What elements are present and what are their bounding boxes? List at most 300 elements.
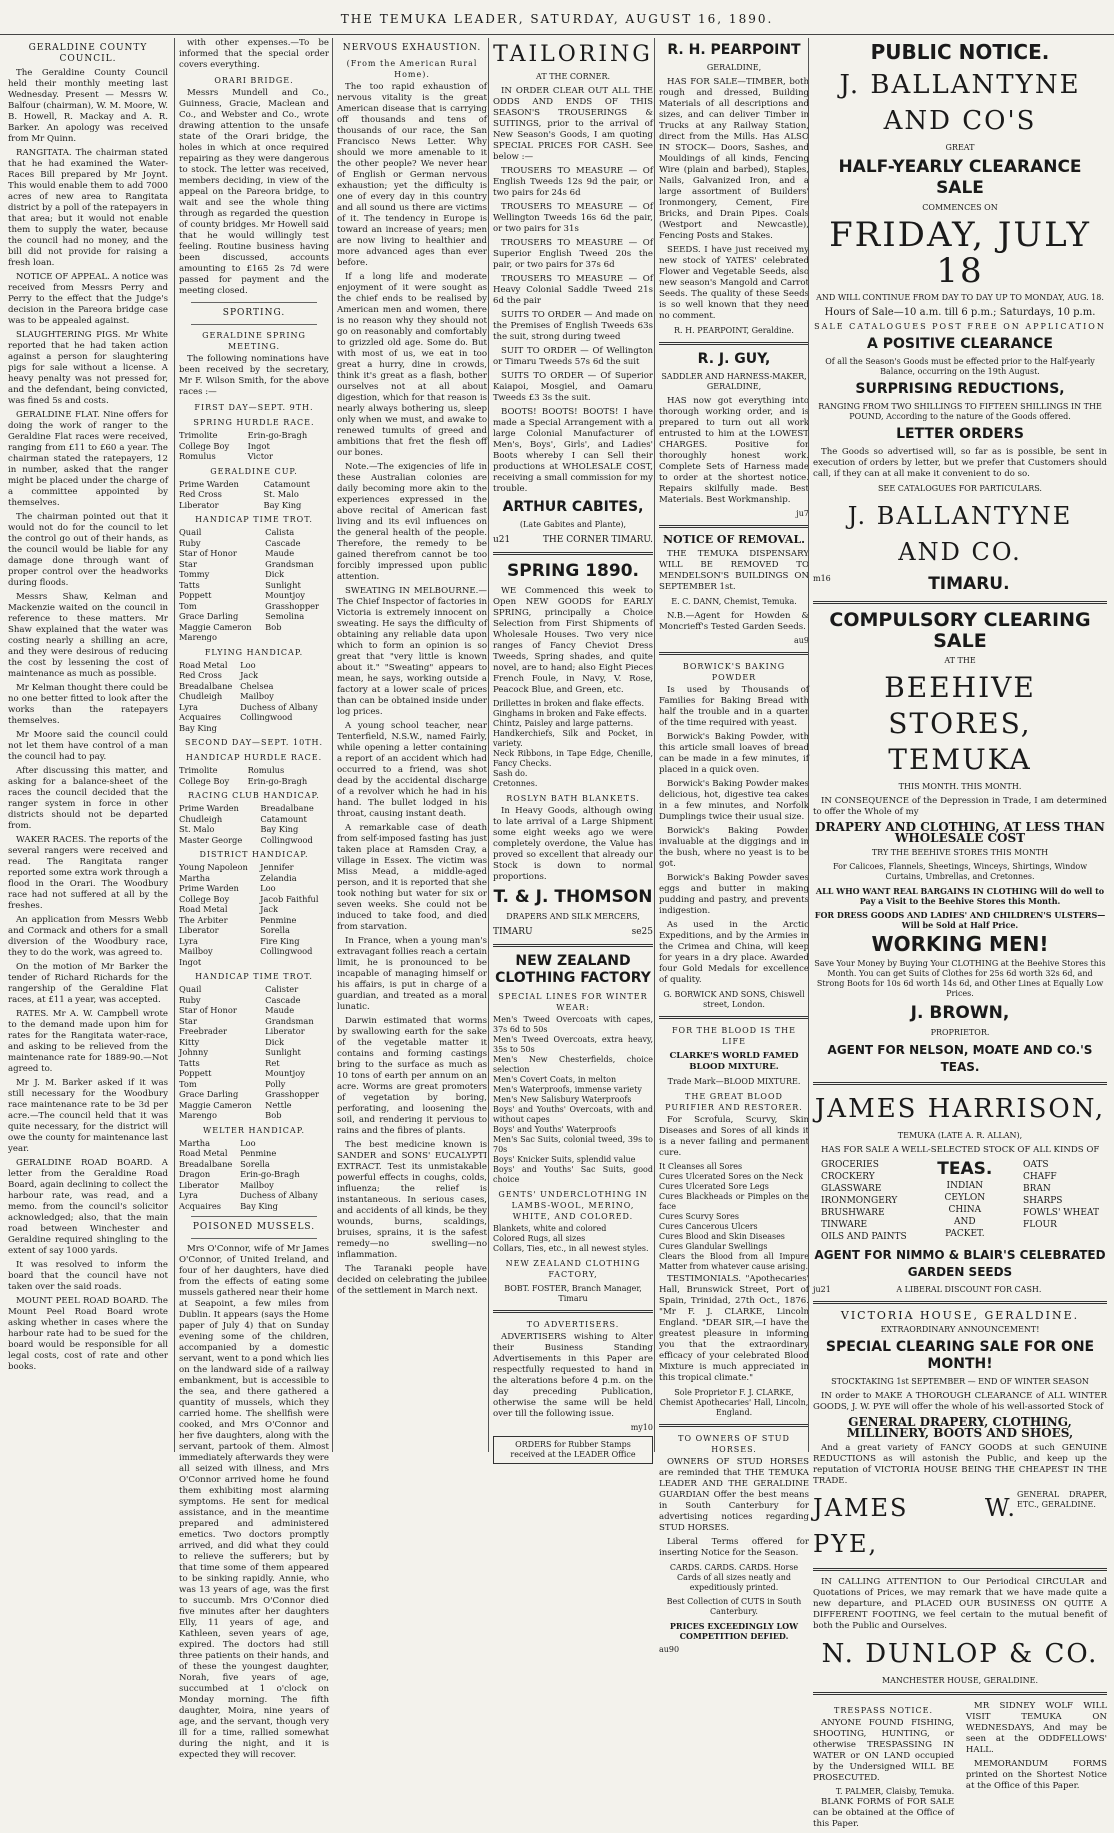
list-item: TROUSERS TO MEASURE — Of Heavy Colonial Saddle Tweed 21s 6d the pair [493, 274, 653, 306]
signature: T. PALMER, Claisby, Temuka. [835, 1787, 955, 1796]
entry-name: Red Cross [179, 489, 222, 499]
list-item: Ginghams in broken and Fake effects. [493, 709, 647, 718]
entry-name: Dick [265, 1036, 285, 1047]
entry-name: St. Malo [179, 824, 215, 834]
race-title: HANDICAP TIME TROT. [195, 515, 313, 524]
entry-row [179, 776, 329, 787]
entry-name: Kitty [179, 1036, 200, 1047]
list-item: OATS [1022, 1160, 1049, 1170]
paragraph: HAS FOR SALE—TIMBER, both rough and dressed, Building Materials of all descriptions and sizes, and can deliver Timber in Trucks at any Railway Station, direct from the Mills. Has ALSO IN STOCK— Doors, Sashes, and Mouldings of all kinds, Fencing Wire (plain and barbed), Staples, Nails, Galvanized Iron, and a large assortment of Builders' Ironmongery, Cement, Fire Bricks, and Drain Pipes. Coals (Westport and Newcastle), Fencing Posts and Stakes. [659, 77, 809, 241]
paragraph: OWNERS OF STUD HORSES are reminded that THE TEMUKA LEADER AND THE GERALDINE GUARDIAN Offer the best means in South Canterbury for advertising notices regarding STUD HORSES. [659, 1457, 809, 1533]
proprietor: PROPRIETOR. [930, 1028, 990, 1037]
list-item: Cures Scurvy Sores [659, 1212, 739, 1221]
list-item: Cures Ulcerated Sores on the Neck [659, 1172, 803, 1181]
general-headline: GENERAL DRAPERY, CLOTHING, MILLINERY, BOOTS AND SHOES, [846, 1415, 1074, 1440]
entry-name: Acquaires [179, 712, 222, 722]
paragraph: The too rapid exhaustion of nervous vitality is the great American disease that is carrying off thousands and tens of thousands of our race, the San Francisco News Letter. Why should we more amenable to it the other people? We never hear of English or German nervous exhaustion; yet the difficulty is one of every day in this country and all sound us there are victims of it. The tendency in Europe is toward an increase of years; men are now living to healthier and more advanced ages than ever before. [337, 82, 487, 268]
divider [659, 525, 809, 528]
entry-name: College Boy [179, 893, 230, 904]
entry-row [179, 904, 329, 915]
list-item: TINWARE [821, 1220, 868, 1230]
list-item: Blankets, white and colored [493, 1224, 607, 1233]
entry-name: College Boy [179, 440, 230, 451]
entry-row [179, 1159, 329, 1170]
entry-name: Chudleigh [179, 691, 223, 701]
list-item: FOWLS' WHEAT [1022, 1208, 1099, 1218]
list-item: Men's Tweed Overcoats with capes, 37s 6d to 50s [493, 1015, 653, 1034]
entry-name: Liberator [179, 499, 219, 510]
entry-row [179, 1058, 329, 1069]
race-list [179, 417, 329, 733]
entry-name: Red Cross [179, 670, 222, 680]
divider [191, 302, 317, 303]
paragraph: GERALDINE FLAT. Nine offers for doing the work of ranger to the Geraldine Flat races were received, ranging from £11 to £60 a year. The chairman stated the ratepayers, 12 in number, asked that the ranger might be placed under the charge of a committee appointed by themselves. [8, 410, 168, 508]
day-heading: FIRST DAY—SEPT. 9TH. [194, 403, 314, 412]
entry-name: Mailboy [179, 946, 213, 956]
tailoring-items [493, 166, 653, 404]
entry-row [179, 873, 329, 884]
entry-name: Ingot [247, 440, 270, 451]
entry-name: Mailboy [240, 1179, 274, 1190]
entry-row [179, 957, 329, 968]
list-item: Boys' and Youths' Waterproofs [493, 1125, 617, 1134]
spring-headline: SPRING 1890. [507, 561, 639, 581]
entry-name: Mountjoy [265, 590, 305, 600]
entry-name: Duchess of Albany [240, 1190, 318, 1200]
list-item: TROUSERS TO MEASURE — Of Superior English Tweed 20s the pair, or two pairs for 37s 6d [493, 238, 653, 270]
cabites-name: ARTHUR CABITES, [502, 499, 644, 515]
paragraph: IN CALLING ATTENTION to Our Periodical CIRCULAR and Quotations of Prices, we may remark that we have made quite a new departure, and PLACED OUR BUSINESS ON QUITE A DIFFERENT FOOTING, we feel certain to the mutual benefit of both the Public and Ourselves. [813, 1577, 1107, 1631]
entry-name: Grandsman [265, 558, 314, 569]
entry-row [179, 622, 329, 633]
entry-row [179, 712, 329, 723]
list-item: Cures Blackheads or Pimples on the face [659, 1192, 809, 1211]
entry-row [179, 1016, 329, 1027]
paragraph: Mr Kelman thought there could be no one better fitted to look after the works than the ratepayers themselves. [8, 683, 168, 726]
list-item: Boys' and Youths' Overcoats, with and without capes [493, 1105, 653, 1124]
race-title: WELTER HANDICAP. [203, 1125, 305, 1135]
paragraph: ANYONE FOUND FISHING, SHOOTING, HUNTING, or otherwise TRESPASSING IN WATER or ON LAND occupied by the Undersigned WILL BE PROSECUTED. [813, 1718, 955, 1783]
entry-name: Tatts [179, 1057, 200, 1068]
race-entries [179, 430, 329, 462]
list-item: OILS AND PAINTS [821, 1232, 907, 1242]
list-item: Borwick's Baking Powder, with this article small loaves of bread can be made in a few minutes, if placed in a quick oven. [659, 732, 809, 775]
entry-name: Road Metal [179, 659, 228, 670]
entry-name: Marengo [179, 632, 217, 642]
working-body: Save Your Money by Buying Your CLOTHING at the Beehive Stores this Month. You can get Suits of Clothes for 25s 6d worth 32s 6d, and Strong Boots for 10s 6d worth 14s 6d, and Other Lines at Equally Low Prices. [814, 959, 1106, 998]
entry-row [179, 1190, 329, 1201]
list-item: SUIT TO ORDER — Of Wellington or Timaru Tweeds 57s 6d the suit [493, 346, 653, 367]
entry-name: Breadalbane [260, 803, 314, 813]
code: my10 [630, 1423, 653, 1432]
race-title: RACING CLUB HANDICAP. [188, 791, 320, 800]
section-title: NEW ZEALAND CLOTHING FACTORY, [505, 1259, 641, 1279]
entry-name: Maggie Cameron [179, 1099, 252, 1110]
entry-name: Jack [240, 670, 259, 680]
paragraph: THE TEMUKA DISPENSARY WILL BE REMOVED TO MENDELSON'S BUILDINGS ON SEPTEMBER 1st. [659, 549, 809, 592]
section-title: SPECIAL LINES FOR WINTER WEAR: [498, 992, 648, 1012]
guy-name: R. J. GUY, [697, 351, 771, 367]
entry-row [179, 765, 329, 776]
paragraph: WAKER RACES. The reports of the several rangers were received and read. The Rangitata ranger reported some extra work through a flood in the Orari. The Woodbury race had not suffered at all by the freshes. [8, 835, 168, 911]
list-item: SUITS TO ORDER — And made on the Premises of English Tweeds 63s the suit, strong during tweed [493, 310, 653, 342]
paragraph: BLANK FORMS of FOR SALE can be obtained at the Office of this Paper. [813, 1797, 955, 1829]
paragraph: HAS now got everything into thorough working order, and is prepared to turn out all work entrusted to him at the LOWEST CHARGES. Positive for thoroughly honest work. Complete Sets of Harness made to order at the shortest notice. Repairs skilfully made. Best Materials. Best Workmanship. [659, 396, 809, 505]
newspaper-columns [8, 38, 1107, 1829]
ballantyne-headline: J. BALLANTYNE AND CO'S [839, 70, 1081, 136]
entry-row [179, 814, 329, 825]
list-item: Sash do. [493, 769, 528, 778]
paragraph: The Goods so advertised will, so far as is possible, be sent in execution of orders by letter, but we prefer that Customers should call, if they can at all make it convenient to do so. [813, 447, 1107, 479]
entry-row [179, 1148, 329, 1159]
entry-name: Grasshopper [265, 1089, 320, 1099]
divider [191, 324, 317, 325]
entry-row [179, 883, 329, 894]
article-title: GERALDINE COUNTY COUNCIL. [28, 43, 148, 64]
race-title: FLYING HANDICAP. [204, 647, 304, 657]
pye-sub: GENERAL DRAPER, ETC., GERALDINE. [1017, 1490, 1107, 1509]
entry-name: Star [179, 1015, 197, 1026]
code: u21 [493, 535, 511, 545]
list-item: IRONMONGERY [821, 1196, 898, 1206]
paragraph: A young school teacher, near Tenterfield, N.S.W., named Fairly, while opening a letter containing a report of an accident which had occurred to a friend, was shot dead by the accidental discharge of a revolver which he had in his hand. The bullet lodged in his throat, causing instant death. [337, 721, 487, 819]
entry-name: Calista [265, 527, 295, 537]
list-item: Men's New Salisbury Waterproofs [493, 1095, 632, 1104]
entry-row [179, 723, 329, 734]
entry-name: Erin-go-Bragh [240, 1169, 300, 1179]
removal-title: NOTICE OF REMOVAL. [662, 533, 806, 546]
entry-name: Grandsman [265, 1015, 314, 1026]
public-notice: PUBLIC NOTICE. [870, 40, 1050, 64]
race-list [179, 752, 329, 1211]
entry-row [179, 691, 329, 702]
paragraph: An application from Messrs Webb and Cormack and others for a small diversion of the Woodbury race, they to do the work, was agreed to. [8, 915, 168, 958]
entry-name: Calister [265, 984, 299, 994]
entry-name: Dick [265, 569, 285, 579]
entry-name: Bay King [260, 824, 299, 834]
list-item: Men's Tweed Overcoats, extra heavy, 35s to 50s [493, 1035, 653, 1054]
this-month: THIS MONTH. THIS MONTH. [898, 782, 1022, 791]
entry-name: Bob [265, 1110, 282, 1120]
entry-name: Trimolite [179, 430, 218, 440]
entry-name: Jack [260, 904, 279, 914]
paragraph: In France, when a young man's extravagant follies reach a certain limit, he is pronounced to be incapable of managing himself or his affairs, is put in charge of a guardian, and treated as a moral lunatic. [337, 936, 487, 1012]
entry-row [179, 559, 329, 570]
entry-row [179, 835, 329, 846]
entry-name: Penmine [260, 914, 297, 925]
race-entries [179, 803, 329, 845]
divider [659, 1016, 809, 1019]
entry-name: Zelandia [260, 872, 297, 883]
paragraph: And a great variety of FANCY GOODS at such GENUINE REDUCTIONS as will astonish the Public, and keep up the reputation of VICTORIA HOUSE BEING THE CHEAPEST IN THE TRADE. [813, 1443, 1107, 1486]
teas-block [937, 1159, 992, 1243]
list-item: GLASSWARE [821, 1184, 882, 1194]
paragraph: Liberal Terms offered for inserting Notice for the Season. [659, 1537, 809, 1558]
entry-row [179, 451, 329, 462]
section-title: ROSLYN BATH BLANKETS. [506, 794, 640, 803]
list-item: It Cleanses all Sores [659, 1162, 743, 1171]
list-item: SHARPS [1022, 1196, 1063, 1206]
entry-name: Prime Warden [179, 478, 239, 489]
race-title: HANDICAP HURDLE RACE. [185, 753, 323, 762]
entry-row [179, 430, 329, 441]
entry-name: Master George [179, 834, 243, 845]
list-item: CEYLON [944, 1193, 986, 1203]
paragraph: SWEATING IN MELBOURNE.—The Chief Inspector of factories in Victoria is extremely innocent on sweating. He says the difficulty of obtaining any reliable data upon which to form an opinion is so great that "very little is known about it." "Sweating" appears to mean, he says, working outside a factory at a lower scale of prices than can be obtained inside under log prices. [337, 586, 487, 717]
entry-row [179, 1110, 329, 1121]
column-1 [8, 38, 172, 1452]
paragraph: The Geraldine County Council held their monthly meeting last Wednesday. Present — Messrs W. Balfour (chairman), W. M. Moore, W. B. Howell, R. Mackay and A. R. Barker. An apology was received from Mr Quinn. [8, 68, 168, 144]
entry-name: Young Napoleon [179, 862, 248, 872]
section-title: TO ADVERTISERS. [526, 1320, 620, 1329]
entry-row [179, 1089, 329, 1100]
paragraph: MR SIDNEY WOLF WILL VISIT TEMUKA ON WEDNESDAYS, And may be seen at the ODDFELLOWS' HALL. [965, 1701, 1107, 1755]
entry-name: Freebrader [179, 1026, 227, 1036]
paragraph: NOTICE OF APPEAL. A notice was received from Messrs Perry and Perry to the effect that the Judge's decision in the Pareora bridge case was to be appealed against. [8, 272, 168, 326]
entry-name: Liberator [179, 925, 219, 935]
drapery-headline: DRAPERY AND CLOTHING, AT LESS THAN WHOLESALE COST [815, 820, 1105, 845]
list-item: Cures Cancerous Ulcers [659, 1222, 758, 1231]
brown-name: J. BROWN, [910, 1003, 1010, 1023]
entry-name: Poppett [179, 590, 212, 600]
entry-row [179, 569, 329, 580]
entry-name: Chudleigh [179, 813, 223, 824]
entry-name: Ruby [179, 994, 201, 1005]
entry-name: Semolina [265, 611, 305, 621]
at-the: AT THE [944, 656, 976, 665]
entry-row [179, 441, 329, 452]
list-item: Chintz, Paisley and large patterns. [493, 719, 634, 728]
entry-row [179, 1037, 329, 1048]
divider [813, 1301, 1107, 1304]
entry-name: Bay King [240, 1200, 278, 1211]
entry-row [179, 1068, 329, 1079]
entry-name: Romulus [247, 765, 285, 775]
entry-name: Loo [260, 883, 276, 893]
ballantyne-town [813, 574, 1107, 595]
entry-name: Mountjoy [265, 1068, 305, 1078]
paragraph: Darwin estimated that worms by swallowing earth for the sake of the vegetable matter it contains and forming castings bring to the surface as much as 10 tons of earth per annum on an acre. Worms are great promoters of vegetation by boring, perforating, and loosening the soil, and rendering it pervious to rains and the fibres of plants. [337, 1016, 487, 1136]
entry-name: St. Malo [263, 489, 299, 499]
paragraph: WE Commenced this week to Open NEW GOODS for EARLY SPRING, principally a Choice Selection from First Shipments of Wholesale Houses. Two very nice ranges of Fancy Cheviot Dress Tweeds, Spring shades, and quite novel, are to hand; also Eight Pieces French Foule, in Navy, V. Rose, Peacock Blue, and Green, etc. [493, 586, 653, 695]
entry-name: Penmine [240, 1148, 277, 1158]
entry-row [179, 984, 329, 995]
section-title: POISONED MUSSELS. [192, 1222, 316, 1232]
column-2 [174, 38, 333, 1760]
paragraph: TESTIMONIALS. "Apothecaries' Hall, Brunswick Street, Port of Spain, Trinidad, 27th Oct., 1876. "Mr F. J. CLARKE, Lincoln England. "DEAR SIR,—I have the greatest pleasure in informing you that the extraordinary efficacy of your celebrated Blood Mixture is much appreciated in this tropical climate." [659, 1274, 809, 1383]
tailoring-sub: AT THE CORNER. [535, 72, 611, 81]
divider [659, 652, 809, 655]
list-item: Cures Glandular Swellings [659, 1242, 768, 1251]
entry-name: Victor [247, 451, 274, 461]
entry-name: Breadalbane [179, 1158, 233, 1169]
entry-row [179, 670, 329, 681]
guy-sub: SADDLER AND HARNESS-MAKER, GERALDINE, [661, 372, 807, 391]
list-item: Boys' Knicker Suits, splendid value [493, 1155, 636, 1164]
entry-name: Erin-go-Bragh [247, 775, 308, 786]
paragraph: with other expenses.—To be informed that the special order covers everything. [179, 38, 329, 70]
column-6 [808, 38, 1111, 1829]
entry-row [179, 548, 329, 559]
entry-name: Collingwood [260, 834, 313, 845]
victoria-title: VICTORIA HOUSE, GERALDINE. [840, 1309, 1080, 1322]
divider [493, 552, 653, 555]
entry-name: Star of Honor [179, 548, 237, 558]
harrison-sub: TEMUKA (LATE A. R. ALLAN), [897, 1131, 1023, 1140]
race-entries [179, 479, 329, 511]
column-4 [488, 38, 657, 1459]
tailoring-headline: TAILORING [493, 42, 653, 67]
entry-name: The Arbiter [179, 914, 228, 925]
divider [813, 1082, 1107, 1085]
prices-notice: PRICES EXCEEDINGLY LOW COMPETITION DEFIED. [669, 1621, 799, 1641]
section-title: ORARI BRIDGE. [214, 76, 294, 85]
pye-name: JAMES W. PYE, [813, 1494, 1017, 1558]
entry-name: Ingot [179, 956, 202, 967]
entry-row [179, 580, 329, 591]
paragraph: After discussing this matter, and asking for a balance-sheet of the races the council decided that the ranger system in force in other districts should not be departed from. [8, 766, 168, 831]
race-entries [179, 984, 329, 1121]
list-item: Men's Waterproofs, immense variety [493, 1085, 642, 1094]
paragraph: SEEDS. I have just received my new stock of YATES' celebrated Flower and Vegetable Seeds, also new season's Mangold and Carrot Seeds. The quality of these Seeds is so well known that they need no comment. [659, 245, 809, 321]
paragraph: The following nominations have been received by the secretary, Mr F. Wilson Smith, for the above races :— [179, 354, 329, 397]
surprising-body: RANGING FROM TWO SHILLINGS TO FIFTEEN SHILLINGS IN THE POUND, According to the nature of the Goods offered. [818, 402, 1102, 421]
entry-name: Duchess of Albany [240, 701, 318, 712]
entry-name: Liberator [265, 1026, 305, 1036]
cuts-notice: Best Collection of CUTS in South Canterbury. [666, 1597, 802, 1616]
discount-row [813, 1285, 1107, 1295]
race-entries [179, 862, 329, 967]
entry-row [179, 824, 329, 835]
borwick-items [659, 732, 809, 986]
signature: G. BORWICK AND SONS, Chiswell street, London. [663, 990, 805, 1009]
entry-name: Ret [265, 1057, 280, 1068]
entry-name: Road Metal [179, 1148, 228, 1158]
paragraph: BOOTS! BOOTS! BOOTS! I have made a Special Arrangement with a large Colonial Manufacturer of Men's, Boys', Girls', and Ladies' Boots whereby I can Sell their productions at WHOLESALE COST, receiving a small commission for my trouble. [493, 407, 653, 494]
nz-manager: BOBT. FOSTER, Branch Manager, Timaru [504, 1284, 642, 1303]
paragraph: HAS FOR SALE A WELL-SELECTED STOCK OF ALL KINDS OF [821, 1145, 1100, 1155]
entry-name: Tom [179, 600, 197, 611]
list-item: Drillettes in broken and flake effects. [493, 699, 645, 708]
beehive-headline: BEEHIVE STORES, TEMUKA [884, 671, 1036, 776]
entry-name: Quail [179, 984, 202, 994]
entry-name: Jacob Faithful [260, 893, 319, 904]
entry-name: Jennifer [260, 862, 294, 872]
great: GREAT [945, 143, 975, 152]
entry-name: Marengo [179, 1110, 217, 1120]
section-title: THE GREAT BLOOD PURIFIER AND RESTORER. [665, 1092, 803, 1112]
genis-items [493, 1224, 653, 1254]
bottom-notices [813, 1701, 1107, 1833]
entry-row [179, 660, 329, 671]
teas-title: TEAS. [937, 1159, 993, 1179]
entry-name: Road Metal [179, 904, 228, 914]
section-title: GENTS' UNDERCLOTHING IN LAMBS-WOOL, MERINO, WHITE, AND COLORED. [498, 1190, 648, 1221]
entry-name: Tom [179, 1078, 197, 1089]
entry-name [260, 957, 329, 968]
pearpoint-town: GERALDINE, [706, 63, 762, 72]
entry-name: Tommy [179, 569, 210, 579]
paragraph: ADVERTISERS wishing to Alter their Business Standing Advertisements in this Paper are respectfully requested to hand in the alterations before 4 p.m. on the day preceding Publication, otherwise the same will be held over till the following issue. [493, 1332, 653, 1419]
paragraph: MEMORANDUM FORMS printed on the Shortest Notice at the Office of this Paper. [965, 1759, 1107, 1791]
paragraph: IN ORDER CLEAR OUT ALL THE ODDS AND ENDS OF THIS SEASON'S TROUSERINGS & SUITINGS, prior to the arrival of New Season's Goods, I am quoting SPECIAL PRICES FOR CASH. See below :— [493, 86, 653, 162]
entry-row [179, 611, 329, 622]
list-item: AND [954, 1217, 976, 1227]
paragraph: Mr Moore said the council could not let them have control of a man the council had to pay. [8, 730, 168, 762]
meeting-title: GERALDINE SPRING MEETING. [202, 331, 306, 351]
working-men-headline: WORKING MEN! [871, 932, 1049, 956]
entry-row [179, 1100, 329, 1111]
article-title: NERVOUS EXHAUSTION. [342, 43, 482, 53]
entry-row [179, 590, 329, 601]
entry-name: Maude [265, 1005, 295, 1015]
divider [191, 1216, 317, 1217]
entry-name: Trimolite [179, 765, 218, 775]
entry-name: Loo [240, 1137, 256, 1148]
list-item: BRAN [1022, 1184, 1051, 1194]
entry-name: Lyra [179, 1190, 198, 1200]
nz-items [493, 1015, 653, 1185]
divider [659, 342, 809, 345]
clarke-title: CLARKE'S WORLD FAMED BLOOD MIXTURE. [669, 1051, 799, 1072]
entry-row [179, 479, 329, 490]
town: TIMARU. [928, 574, 1010, 594]
harrison-goods [813, 1159, 1107, 1243]
entry-name: Breadalbane [179, 680, 233, 691]
list-item: CROCKERY [821, 1172, 875, 1182]
wolf-block [966, 1701, 1107, 1833]
entry-row [179, 500, 329, 511]
entry-row [179, 1138, 329, 1149]
cabites-address: THE CORNER TIMARU. [542, 535, 653, 545]
list-item: BRUSHWARE [821, 1208, 885, 1218]
entry-row [179, 601, 329, 612]
paragraph: Is used by Thousands of Families for Baking Bread with half the trouble and in a quarter of the time required with yeast. [659, 685, 809, 728]
compulsory-headline: COMPULSORY CLEARING SALE [829, 609, 1091, 652]
dunlop-headline: N. DUNLOP & CO. [821, 1639, 1099, 1669]
entry-row [179, 1047, 329, 1058]
entry-name: Nettle [265, 1099, 292, 1110]
entry-name: Erin-go-Bragh [247, 430, 308, 440]
entry-row [179, 527, 329, 538]
list-item: Borwick's Baking Powder makes delicious, hot, digestive tea cakes in a few minutes, and Norfolk Dumplings twice their usual size. [659, 779, 809, 822]
paragraph: The chairman pointed out that it would not do for the council to let the control go out of their hands, as the council would be liable for any damage done through want of proper control over the headworks during floods. [8, 512, 168, 588]
paragraph: The best medicine known is SANDER and SONS' EUCALYPTI EXTRACT. Test its unmistakable powerful effects in coughs, colds, influenza; the relief is instantaneous. In serious cases, and accidents of all kinds, be they wounds, burns, scaldings, bruises, sprains, it is the safest remedy—no swelling—no inflammation. [337, 1140, 487, 1260]
letter-orders-title: LETTER ORDERS [896, 426, 1024, 442]
entry-name: Liberator [179, 1179, 219, 1190]
paragraph: On the motion of Mr Barker the tender of Richard Richards for the rangership of the Geraldine Flat races, at £11 a year, was accepted. [8, 962, 168, 1005]
code: au90 [659, 1645, 680, 1654]
nz-factory-headline: NEW ZEALAND CLOTHING FACTORY [495, 953, 651, 986]
article-body [8, 68, 168, 1373]
entry-name: Dragon [179, 1169, 211, 1179]
entry-name: Grace Darling [179, 611, 239, 621]
hours-notice: Hours of Sale—10 a.m. till 6 p.m.; Saturdays, 10 p.m. [824, 307, 1096, 318]
stamps-notice: ORDERS for Rubber Stamps received at the LEADER Office [493, 1436, 653, 1464]
list-item: Neck Ribbons, in Tape Edge, Chenille, Fancy Checks. [493, 749, 653, 768]
column-3 [332, 38, 491, 1452]
divider [813, 1692, 1107, 1695]
entry-row [179, 1180, 329, 1191]
paragraph: MOUNT PEEL ROAD BOARD. The Mount Peel Road Board wrote asking whether in cases where the harbour rate had to be sued for the board would be responsible for all legal costs, cost of rate and other books. [8, 1296, 168, 1372]
harrison-headline: JAMES HARRISON, [814, 1094, 1106, 1124]
list-item: Handkerchiefs, Silk and Pocket, in variety. [493, 729, 653, 748]
section-title: TO OWNERS OF STUD HORSES. [678, 1434, 790, 1454]
divider [813, 1568, 1107, 1571]
code: au9 [793, 636, 809, 645]
thomson-footer [493, 926, 653, 938]
masthead: THE TEMUKA LEADER, SATURDAY, AUGUST 16, 1890. [0, 4, 1114, 35]
